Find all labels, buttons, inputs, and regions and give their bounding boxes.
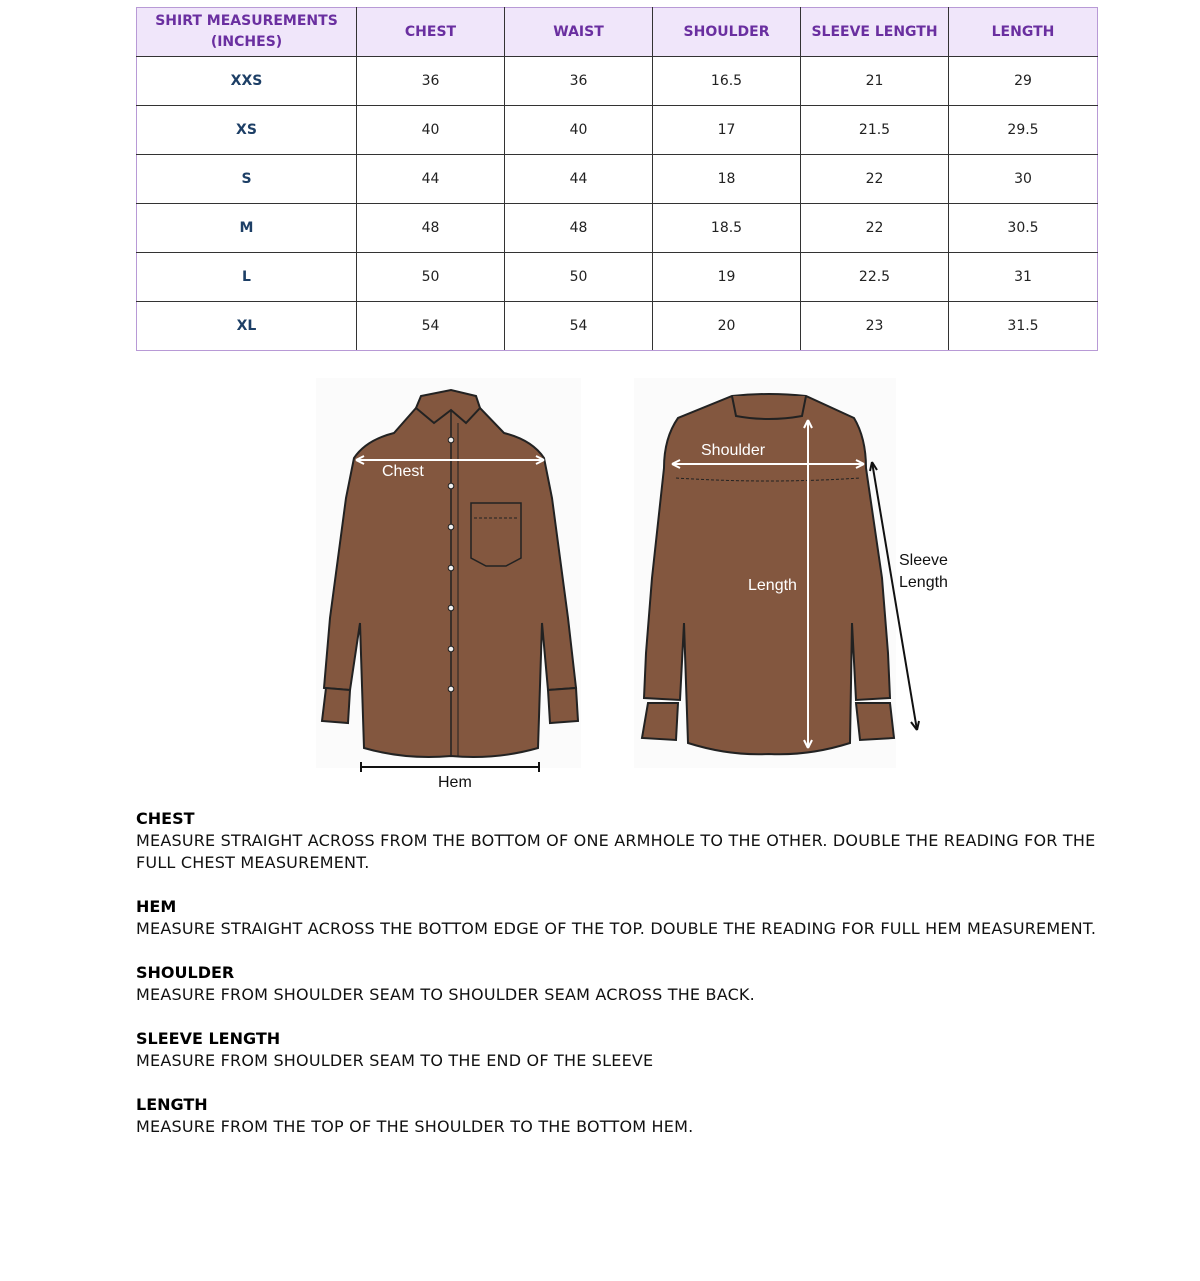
size-cell: L [137, 253, 357, 302]
chest-label: Chest [382, 463, 424, 480]
size-cell: S [137, 155, 357, 204]
instruction-text: MEASURE STRAIGHT ACROSS THE BOTTOM EDGE OF THE TOP. DOUBLE THE READING FOR FULL HEM MEASUREMENT. [136, 919, 1097, 938]
chest-instruction [136, 808, 1136, 874]
chest-cell: 40 [357, 106, 505, 155]
waist-cell: 36 [505, 57, 653, 106]
chest-cell: 48 [357, 204, 505, 253]
header-size: SHIRT MEASUREMENTS (INCHES) [137, 8, 357, 57]
shoulder-instruction [136, 962, 1136, 1006]
length-cell: 29 [949, 57, 1098, 106]
size-cell: XXS [137, 57, 357, 106]
length-instruction [136, 1094, 1136, 1138]
table-header-row [137, 8, 1098, 57]
table-row [137, 106, 1098, 155]
length-cell: 30.5 [949, 204, 1098, 253]
sleeve-cell: 22.5 [801, 253, 949, 302]
waist-cell: 44 [505, 155, 653, 204]
shirt-back-illustration [634, 378, 924, 768]
sleeve-cell: 23 [801, 302, 949, 351]
instruction-heading: LENGTH [136, 1095, 208, 1114]
header-length: LENGTH [949, 8, 1098, 57]
sleeve-label-line2: Length [899, 574, 948, 591]
sleeve-cell: 22 [801, 204, 949, 253]
size-cell: XL [137, 302, 357, 351]
chest-cell: 50 [357, 253, 505, 302]
table-row [137, 155, 1098, 204]
shoulder-cell: 18 [653, 155, 801, 204]
length-cell: 31 [949, 253, 1098, 302]
sleeve-length-instruction [136, 1028, 1136, 1072]
instruction-heading: SHOULDER [136, 963, 235, 982]
length-cell: 29.5 [949, 106, 1098, 155]
waist-cell: 50 [505, 253, 653, 302]
table-row [137, 57, 1098, 106]
header-waist: WAIST [505, 8, 653, 57]
sleeve-cell: 21.5 [801, 106, 949, 155]
shoulder-cell: 18.5 [653, 204, 801, 253]
shoulder-label: Shoulder [701, 442, 766, 459]
sleeve-cell: 22 [801, 155, 949, 204]
instruction-text: MEASURE FROM SHOULDER SEAM TO THE END OF THE SLEEVE [136, 1051, 654, 1070]
header-sleeve-length: SLEEVE LENGTH [801, 8, 949, 57]
size-cell: M [137, 204, 357, 253]
size-cell: XS [137, 106, 357, 155]
hem-instruction [136, 896, 1136, 940]
instruction-text: MEASURE FROM SHOULDER SEAM TO SHOULDER SEAM ACROSS THE BACK. [136, 985, 755, 1004]
sleeve-label-line1: Sleeve [899, 552, 948, 569]
hem-measure-line [360, 760, 540, 774]
waist-cell: 48 [505, 204, 653, 253]
waist-cell: 40 [505, 106, 653, 155]
table-row [137, 253, 1098, 302]
waist-cell: 54 [505, 302, 653, 351]
instruction-text: MEASURE STRAIGHT ACROSS FROM THE BOTTOM OF ONE ARMHOLE TO THE OTHER. DOUBLE THE READING FOR THE FULL CHEST MEASUREMENT. [136, 831, 1096, 872]
shoulder-cell: 19 [653, 253, 801, 302]
measurement-instructions [136, 808, 1136, 1160]
length-label: Length [748, 577, 797, 594]
shoulder-cell: 20 [653, 302, 801, 351]
instruction-heading: HEM [136, 897, 177, 916]
shirt-front-illustration [316, 378, 581, 768]
instruction-heading: SLEEVE LENGTH [136, 1029, 281, 1048]
instruction-heading: CHEST [136, 809, 195, 828]
chest-cell: 36 [357, 57, 505, 106]
sleeve-cell: 21 [801, 57, 949, 106]
instruction-text: MEASURE FROM THE TOP OF THE SHOULDER TO THE BOTTOM HEM. [136, 1117, 694, 1136]
table-row [137, 204, 1098, 253]
table-row [137, 302, 1098, 351]
hem-label: Hem [438, 774, 472, 791]
chest-cell: 44 [357, 155, 505, 204]
length-cell: 30 [949, 155, 1098, 204]
length-cell: 31.5 [949, 302, 1098, 351]
shoulder-cell: 16.5 [653, 57, 801, 106]
chest-cell: 54 [357, 302, 505, 351]
size-chart-table [136, 7, 1098, 351]
header-shoulder: SHOULDER [653, 8, 801, 57]
header-chest: CHEST [357, 8, 505, 57]
shoulder-cell: 17 [653, 106, 801, 155]
